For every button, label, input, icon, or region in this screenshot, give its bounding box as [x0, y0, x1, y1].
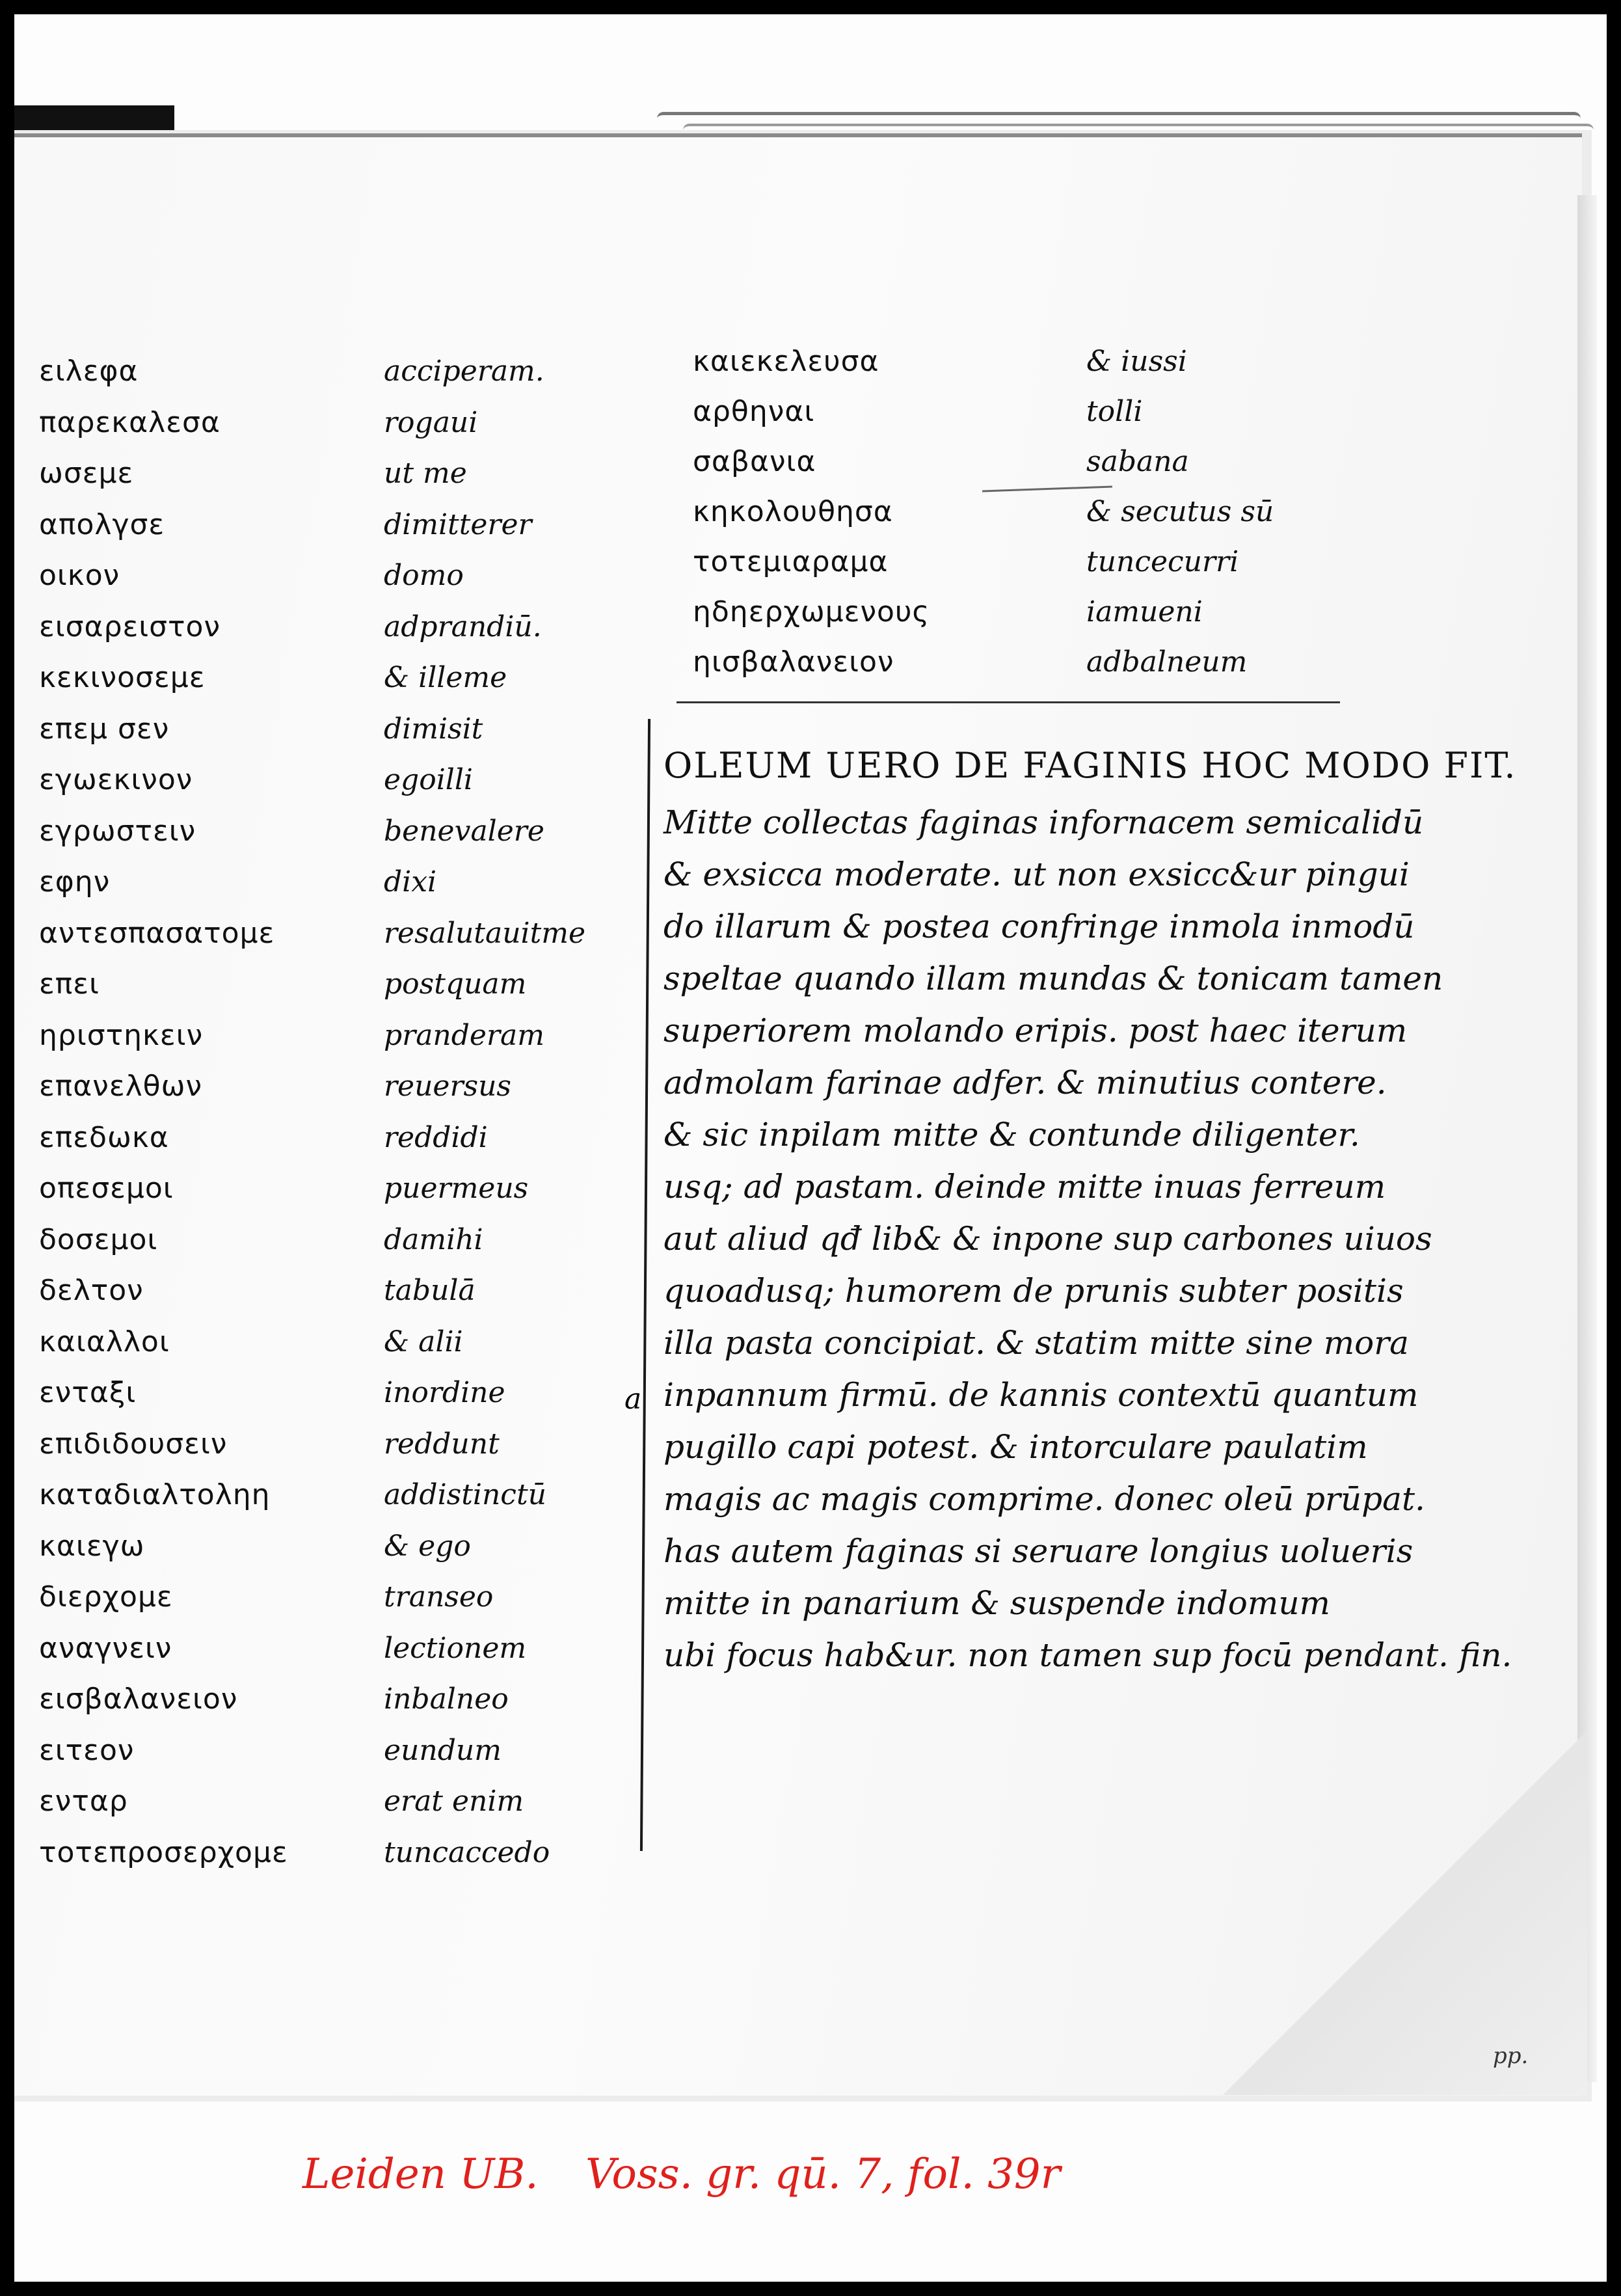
gloss-entry: ut me [384, 457, 467, 490]
gloss-entry: ενταξι [39, 1376, 137, 1409]
recipe-heading: OLEUM UERO DE FAGINIS HOC MODO FIT. [663, 745, 1517, 786]
gloss-entry: benevalere [384, 814, 544, 848]
recipe-line: quoadusq; humorem de prunis subter positis [663, 1272, 1404, 1310]
gloss-entry: adprandiū. [384, 610, 542, 643]
gloss-entry: εισβαλανειον [39, 1682, 238, 1716]
gloss-entry: οικον [39, 559, 120, 592]
recipe-line: superiorem molando eripis. post haec iterum [663, 1012, 1408, 1049]
gloss-entry: erat enim [384, 1785, 524, 1818]
gloss-entry: dimitterer [384, 507, 532, 541]
gloss-entry: ηισβαλανειον [693, 645, 894, 679]
gloss-entry: rogaui [384, 405, 478, 439]
gloss-entry: reddidi [384, 1120, 488, 1154]
gloss-entry: παρεκαλεσα [39, 405, 221, 439]
gloss-entry: επεδωκα [39, 1120, 169, 1154]
gloss-entry: dixi [384, 865, 437, 898]
black-tab [14, 105, 174, 130]
gloss-entry: εισαρειστον [39, 610, 221, 643]
gloss-entry: reddunt [384, 1427, 500, 1461]
gloss-entry: καταδιαλτοληη [39, 1478, 271, 1511]
gloss-entry: resalutauitme [384, 916, 586, 950]
gloss-entry: tuncecurri [1086, 545, 1239, 578]
gloss-entry: σαβανια [693, 445, 816, 478]
gloss-entry: εγρωστειν [39, 814, 196, 848]
recipe-line: inpannum firmū. de kannis contextū quantum [663, 1376, 1419, 1414]
gloss-entry: inbalneo [384, 1682, 509, 1716]
gloss-entry: tabulā [384, 1274, 476, 1307]
gloss-entry: αρθηναι [693, 395, 815, 428]
caption-library: Leiden UB. [302, 2150, 539, 2198]
gloss-entry: ειτεον [39, 1733, 135, 1767]
gloss-entry: κεκινοσεμε [39, 661, 206, 694]
gloss-entry: postquam [384, 967, 527, 1001]
gloss-entry: τοτεπροσερχομε [39, 1835, 288, 1869]
caption-shelfmark: Voss. gr. qū. 7, fol. 39r [585, 2150, 1061, 2198]
gloss-entry: καιαλλοι [39, 1325, 170, 1358]
section-rule [677, 701, 1340, 703]
gloss-entry: transeo [384, 1580, 494, 1614]
recipe-line: usq; ad pastam. deinde mitte inuas ferreum [663, 1168, 1386, 1206]
gloss-entry: reuersus [384, 1070, 511, 1103]
gloss-entry: απολγσε [39, 507, 165, 541]
gloss-entry: acciperam. [384, 355, 544, 388]
gloss-entry: & iussi [1086, 345, 1187, 378]
recipe-line: mitte in panarium & suspende indomum [663, 1584, 1330, 1622]
recipe-line: Mitte collectas faginas infornacem semicalidū [663, 804, 1424, 841]
recipe-line: admolam farinae adfer. & minutius contere. [663, 1064, 1387, 1101]
recipe-line: ubi focus hab&ur. non tamen sup focū pendant. fin. [663, 1636, 1512, 1674]
recipe-line: has autem faginas si seruare longius uolueris [663, 1532, 1413, 1570]
gloss-entry: puermeus [384, 1172, 529, 1205]
gloss-entry: sabana [1086, 445, 1189, 478]
gloss-entry: & illeme [384, 661, 507, 694]
gloss-entry: dimisit [384, 712, 483, 746]
gloss-entry: ηδηερχωμενους [693, 595, 930, 628]
gloss-entry: tolli [1086, 395, 1143, 428]
gloss-entry: ειλεφα [39, 355, 139, 388]
gloss-entry: καιεγω [39, 1529, 145, 1563]
gloss-entry: ηριστηκειν [39, 1018, 204, 1052]
gloss-entry: & ego [384, 1529, 471, 1563]
gloss-entry: επιδιδουσειν [39, 1427, 228, 1461]
gloss-entry: tuncaccedo [384, 1835, 550, 1869]
margin-mark: a [624, 1383, 642, 1416]
recipe-line: speltae quando illam mundas & tonicam tamen [663, 960, 1443, 997]
gloss-entry: damihi [384, 1222, 483, 1256]
gloss-entry: επει [39, 967, 100, 1001]
gloss-entry: επεμ σεν [39, 712, 170, 746]
gloss-entry: δελτον [39, 1274, 144, 1307]
gloss-entry: pranderam [384, 1018, 544, 1052]
gloss-entry: κηκολουθησα [693, 495, 893, 528]
gloss-entry: inordine [384, 1376, 505, 1409]
gloss-entry: egoilli [384, 763, 473, 796]
gloss-entry: & secutus sū [1086, 495, 1274, 528]
gloss-entry: domo [384, 559, 464, 592]
recipe-line: & sic inpilam mitte & contunde diligenter. [663, 1116, 1360, 1154]
recipe-line: magis ac magis comprime. donec oleū prūpat. [663, 1480, 1425, 1518]
gloss-entry: οπεσεμοι [39, 1172, 174, 1205]
gloss-entry: αναγνειν [39, 1631, 172, 1665]
gloss-entry: καιεκελευσα [693, 345, 879, 378]
recipe-line: & exsicca moderate. ut non exsicc&ur pingui [663, 856, 1410, 893]
gloss-entry: ενταρ [39, 1785, 128, 1818]
gloss-entry: εφην [39, 865, 111, 898]
gloss-entry: εγωεκινον [39, 763, 193, 796]
leaf-edge [683, 124, 1594, 152]
recipe-line: aut aliud qđ lib& & inpone sup carbones uiuos [663, 1220, 1432, 1258]
gloss-entry: ωσεμε [39, 457, 134, 490]
recipe-line: pugillo capi potest. & intorculare paulatim [663, 1428, 1368, 1466]
gloss-entry: eundum [384, 1733, 502, 1767]
gloss-entry: δοσεμοι [39, 1222, 158, 1256]
recipe-line: illa pasta concipiat. & statim mitte sine mora [663, 1324, 1409, 1362]
recipe-line: do illarum & postea confringe inmola inmodū [663, 908, 1415, 945]
gloss-entry: διερχομε [39, 1580, 173, 1614]
gloss-entry: τοτεμιαραμα [693, 545, 889, 578]
gloss-entry: adbalneum [1086, 645, 1248, 679]
gloss-entry: επανελθων [39, 1070, 203, 1103]
gloss-entry: lectionem [384, 1631, 527, 1665]
gloss-entry: iamueni [1086, 595, 1203, 628]
gloss-entry: αντεσπασατομε [39, 916, 275, 950]
corner-mark: pp. [1493, 2043, 1529, 2069]
gloss-entry: & alii [384, 1325, 463, 1358]
gloss-entry: addistinctū [384, 1478, 546, 1511]
